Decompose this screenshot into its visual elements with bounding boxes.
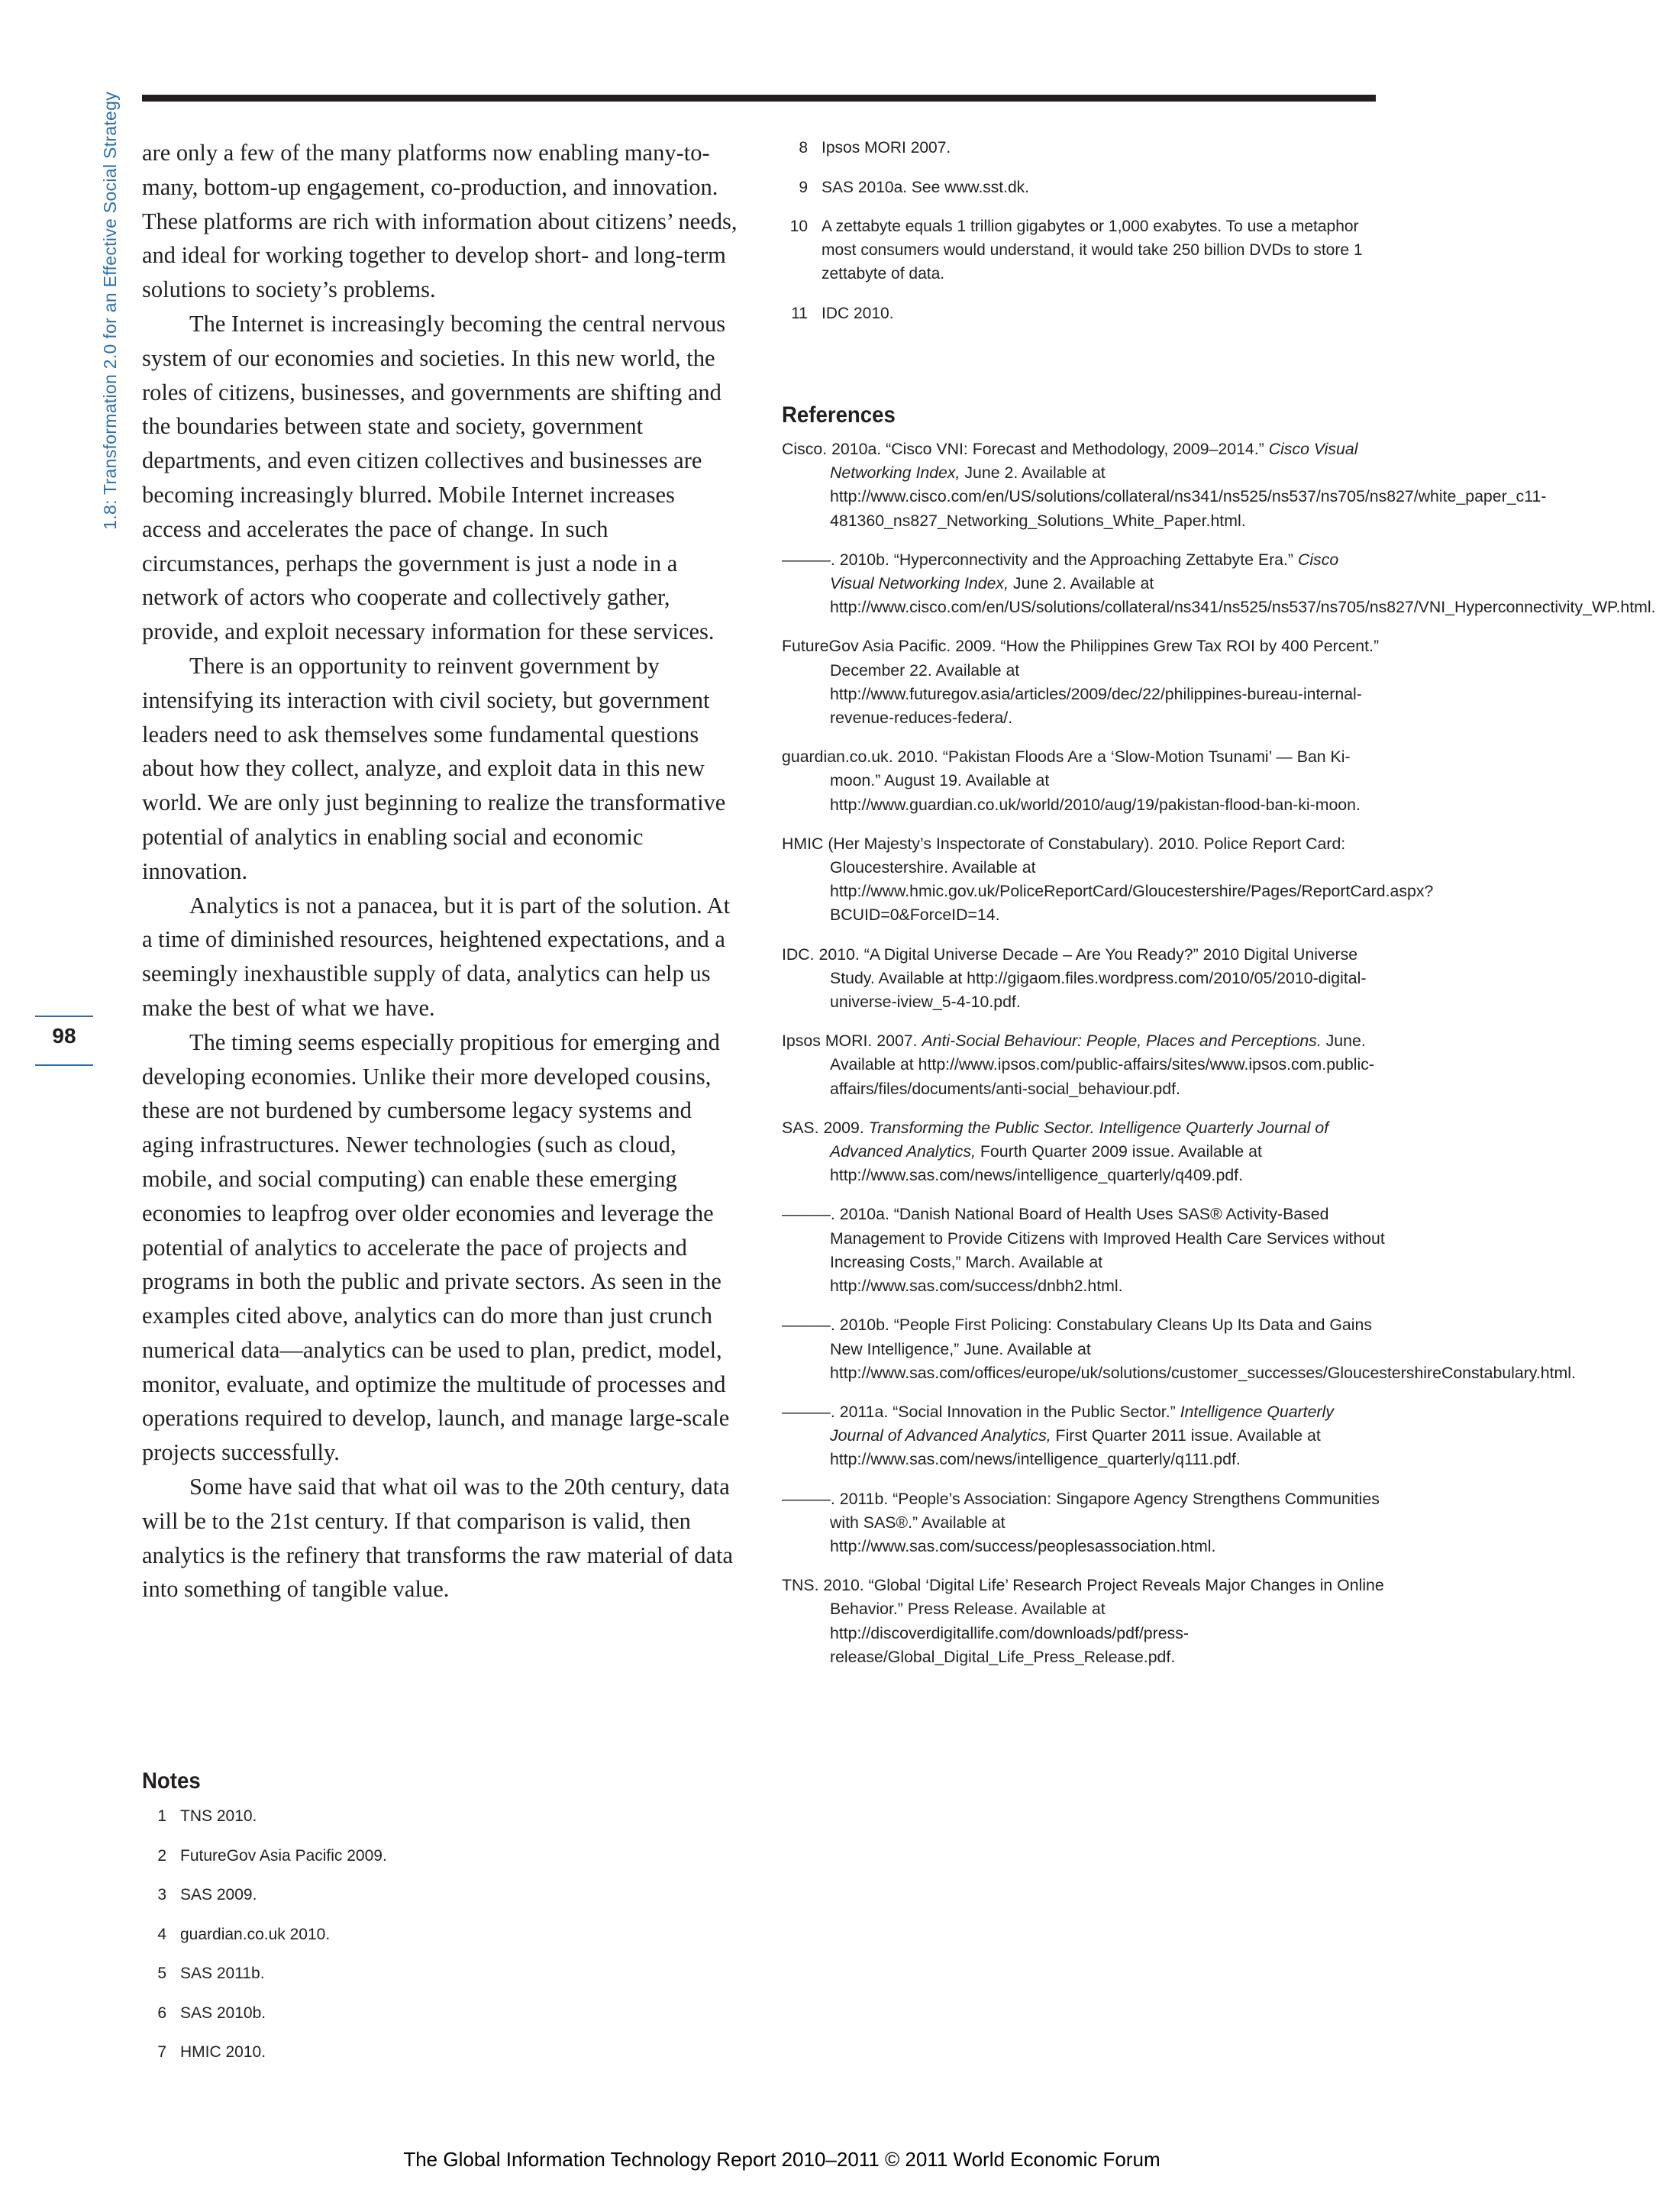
reference-item: Ipsos MORI. 2007. Anti-Social Behaviour: People, Places and Perceptions. June. Available at http://www.ipsos.com/public-affairs/sites/www.ipsos.com.public-affairs/files/documents/anti-social_behaviour.pdf.	[782, 1032, 1374, 1098]
note-item	[783, 176, 1379, 199]
note-item	[783, 215, 1379, 286]
note-number: 4	[157, 1925, 166, 1943]
note-text: SAS 2010b.	[180, 2004, 266, 2022]
note-item	[142, 1923, 676, 1946]
note-number: 8	[799, 139, 808, 157]
references-list	[782, 438, 1656, 1684]
note-number: 2	[157, 1846, 166, 1865]
note-number: 10	[789, 218, 808, 235]
note-text: SAS 2010a. See www.sst.dk.	[822, 178, 1029, 196]
note-number: 11	[791, 304, 808, 322]
notes-list-left	[142, 1804, 676, 2080]
reference-item: Cisco. 2010a. “Cisco VNI: Forecast and Methodology, 2009–2014.” Cisco Visual Networking Index, June 2. Available at http://www.cisco.com/en/US/solutions/collateral/ns341/ns525/ns537/ns705/ns827/white_paper_c11-481360_ns827_Networking_Solutions_White_Paper.html.	[782, 440, 1547, 530]
note-text: SAS 2009.	[180, 1886, 257, 1904]
note-text: A zettabyte equals 1 trillion gigabytes or 1,000 exabytes. To use a metaphor most consumers would understand, it would take 250 billion DVDs to store 1 zettabyte of data.	[822, 218, 1363, 283]
notes-heading: Notes	[142, 1768, 201, 1794]
note-item	[142, 1804, 676, 1828]
references-heading: References	[782, 402, 896, 428]
note-item	[142, 1962, 676, 1985]
page-number-rule-bottom	[35, 1064, 93, 1066]
note-text: TNS 2010.	[180, 1807, 257, 1825]
note-number: 9	[799, 178, 808, 196]
page-footer: The Global Information Technology Report 2010–2011 © 2011 World Economic Forum	[403, 2148, 1160, 2171]
note-text: HMIC 2010.	[180, 2043, 266, 2061]
reference-item: SAS. 2009. Transforming the Public Sector. Intelligence Quarterly Journal of Advanced Analytics, Fourth Quarter 2009 issue. Available at http://www.sas.com/news/intelligence_quarterly/q409.pdf.	[782, 1118, 1329, 1185]
page-number: 98	[52, 1024, 76, 1048]
body-paragraph: The timing seems especially propitious for emerging and developing economies. Unlike their more developed cousins, these are not burdened by cumbersome legacy systems and aging infrastructures. Newer technologies (such as cloud, mobile, and social computing) can enable these emerging economies to leapfrog over older economies and leverage the potential of analytics to accelerate the pace of projects and programs in both the public and private sectors. As seen in the examples cited above, analytics can do more than just crunch numerical data—analytics can be used to plan, predict, model, monitor, evaluate, and optimize the multitude of processes and operations required to develop, launch, and manage large-scale projects successfully.	[142, 1028, 730, 1466]
note-item	[142, 2040, 676, 2064]
note-number: 7	[157, 2043, 166, 2061]
note-text: guardian.co.uk 2010.	[180, 1925, 331, 1943]
note-number: 5	[157, 1965, 166, 1982]
note-item	[783, 136, 1379, 160]
body-paragraph: Some have said that what oil was to the 20th century, data will be to the 21st century. If that comparison is valid, then analytics is the refinery that transforms the raw material of data into something of tangible value.	[142, 1474, 734, 1603]
reference-item: guardian.co.uk. 2010. “Pakistan Floods Are a ‘Slow-Motion Tsunami’ — Ban Ki-moon.” August 19. Available at http://www.guardian.co.uk/world/2010/aug/19/pakistan-flood-ban-ki-moon.	[782, 748, 1361, 814]
page-number-rule-top	[35, 1016, 93, 1017]
reference-item: TNS. 2010. “Global ‘Digital Life’ Research Project Reveals Major Changes in Online Behavior.” Press Release. Available at http://discoverdigitallife.com/downloads/pdf/press-release/Global_Digital_Life_Press_Release.pdf.	[782, 1576, 1384, 1666]
reference-item: ———. 2010b. “Hyperconnectivity and the Approaching Zettabyte Era.” Cisco Visual Networking Index, June 2. Available at http://www.cisco.com/en/US/solutions/collateral/ns341/ns525/ns537/ns705/ns827/VNI_Hyperconnectivity_WP.html.	[782, 550, 1656, 617]
reference-item: ———. 2011b. “People’s Association: Singapore Agency Strengthens Communities with SAS®.” Available at http://www.sas.com/success/peoplesassociation.html.	[782, 1489, 1380, 1555]
note-item	[142, 2001, 676, 2025]
reference-item: HMIC (Her Majesty’s Inspectorate of Constabulary). 2010. Police Report Card: Gloucestershire. Available at http://www.hmic.gov.uk/PoliceReportCard/Gloucestershire/Pages/ReportCard.aspx?BCUID=0&ForceID=14.	[782, 834, 1434, 925]
note-text: Ipsos MORI 2007.	[822, 139, 951, 157]
top-rule	[142, 95, 1376, 102]
note-number: 3	[157, 1886, 166, 1904]
note-text: SAS 2011b.	[180, 1965, 265, 1982]
note-text: FutureGov Asia Pacific 2009.	[180, 1846, 387, 1865]
note-number: 1	[157, 1807, 166, 1825]
reference-item: FutureGov Asia Pacific. 2009. “How the Philippines Grew Tax ROI by 400 Percent.” December 22. Available at http://www.futuregov.asia/articles/2009/dec/22/philippines-bureau-internal-revenue-reduces-federa/.	[782, 637, 1380, 728]
reference-item: ———. 2010b. “People First Policing: Constabulary Cleans Up Its Data and Gains New Intelligence,” June. Available at http://www.sas.com/offices/europe/uk/solutions/customer_successes/GloucestershireConstabulary.html.	[782, 1316, 1576, 1382]
note-text: IDC 2010.	[822, 304, 894, 322]
body-paragraph: There is an opportunity to reinvent government by intensifying its interaction with civil society, but government leaders need to ask themselves some fundamental questions about how they collect, analyze, and exploit data in this new world. We are only just beginning to realize the transformative potential of analytics in enabling social and economic innovation.	[142, 652, 726, 884]
reference-item: IDC. 2010. “A Digital Universe Decade – Are You Ready?” 2010 Digital Universe Study. Available at http://gigaom.files.wordpress.com/2010/05/2010-digital-universe-iview_5-4-10.pdf.	[782, 945, 1367, 1012]
body-text-column	[142, 136, 738, 1607]
body-paragraph: are only a few of the many platforms now enabling many-to-many, bottom-up engagement, co-production, and innovation. These platforms are rich with information about citizens’ needs, and ideal for working together to develop short- and long-term solutions to society’s problems.	[142, 140, 738, 303]
note-item	[783, 302, 1379, 325]
running-header: 1.8: Transformation 2.0 for an Effective Social Strategy	[100, 92, 120, 530]
body-paragraph: Analytics is not a panacea, but it is part of the solution. At a time of diminished resources, heightened expectations, and a seemingly inexhaustible supply of data, analytics can help us make the best of what we have.	[142, 892, 731, 1021]
note-item	[142, 1844, 676, 1868]
body-paragraph: The Internet is increasingly becoming the central nervous system of our economies and societies. In this new world, the roles of citizens, businesses, and governments are shifting and the boundaries between state and society, government departments, and even citizen collectives and businesses are becoming increasingly blurred. Mobile Internet increases access and accelerates the pace of change. In such circumstances, perhaps the government is just a node in a network of actors who cooperate and collectively gather, provide, and exploit necessary information for these services.	[142, 310, 726, 645]
reference-item: ———. 2010a. “Danish National Board of Health Uses SAS® Activity-Based Management to Provide Citizens with Improved Health Care Services without Increasing Costs,” March. Available at http://www.sas.com/success/dnbh2.html.	[782, 1205, 1385, 1296]
reference-item: ———. 2011a. “Social Innovation in the Public Sector.” Intelligence Quarterly Journal of Advanced Analytics, First Quarter 2011 issue. Available at http://www.sas.com/news/intelligence_quarterly/q111.pdf.	[782, 1402, 1334, 1469]
note-number: 6	[157, 2004, 166, 2022]
notes-list-right	[783, 136, 1379, 341]
note-item	[142, 1883, 676, 1907]
